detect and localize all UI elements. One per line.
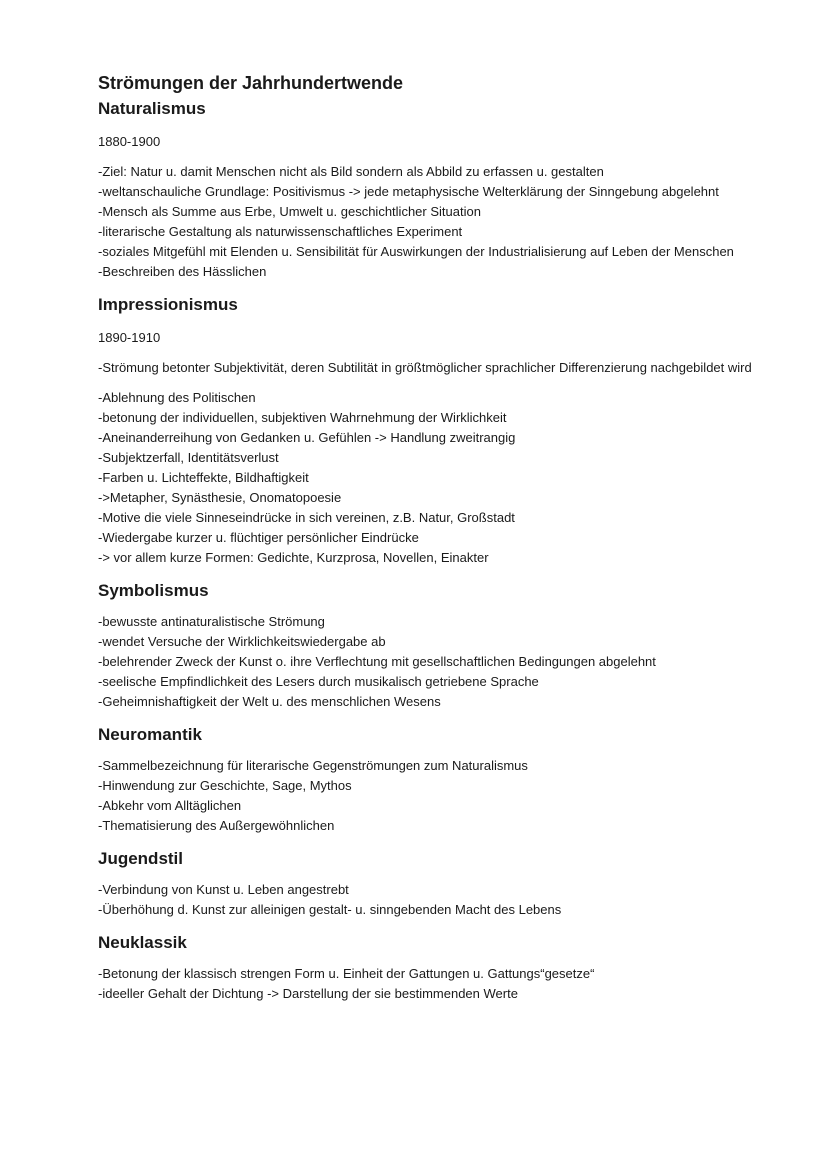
- list-item: -Wiedergabe kurzer u. flüchtiger persönlicher Eindrücke: [98, 530, 419, 545]
- section-naturalismus: [98, 98, 798, 282]
- section-lines: [98, 880, 798, 920]
- list-item: -seelische Empfindlichkeit des Lesers durch musikalisch getriebene Sprache: [98, 674, 539, 689]
- section-jugendstil: [98, 848, 798, 920]
- list-item: -Motive die viele Sinneseindrücke in sich vereinen, z.B. Natur, Großstadt: [98, 510, 515, 525]
- section-heading: Naturalismus: [98, 99, 206, 118]
- list-item: -wendet Versuche der Wirklichkeitswiedergabe ab: [98, 634, 386, 649]
- section-heading: Neuklassik: [98, 933, 187, 952]
- section-lines: [98, 388, 798, 568]
- list-item: -literarische Gestaltung als naturwissenschaftliches Experiment: [98, 224, 463, 239]
- list-item: -belehrender Zweck der Kunst o. ihre Verflechtung mit gesellschaftlichen Bedingungen abgelehnt: [98, 654, 656, 669]
- section-lines: [98, 162, 798, 282]
- list-item: -Thematisierung des Außergewöhnlichen: [98, 818, 335, 833]
- list-item: -Aneinanderreihung von Gedanken u. Gefühlen -> Handlung zweitrangig: [98, 430, 516, 445]
- list-item: -Hinwendung zur Geschichte, Sage, Mythos: [98, 778, 352, 793]
- list-item: -Ziel: Natur u. damit Menschen nicht als Bild sondern als Abbild zu erfassen u. gestalten: [98, 164, 604, 179]
- section-lines: [98, 612, 798, 712]
- list-item: -Sammelbezeichnung für literarische Gegenströmungen zum Naturalismus: [98, 758, 528, 773]
- section-date: 1890-1910: [98, 330, 161, 345]
- section-lines: [98, 964, 798, 1004]
- list-item: -Beschreiben des Hässlichen: [98, 264, 267, 279]
- list-item: -> vor allem kurze Formen: Gedichte, Kurzprosa, Novellen, Einakter: [98, 550, 489, 565]
- section-heading: Impressionismus: [98, 295, 238, 314]
- section-heading: Neuromantik: [98, 725, 202, 744]
- section-impressionismus: [98, 294, 798, 568]
- list-item: -Überhöhung d. Kunst zur alleinigen gestalt- u. sinngebenden Macht des Lebens: [98, 902, 562, 917]
- list-item: -Farben u. Lichteffekte, Bildhaftigkeit: [98, 470, 309, 485]
- list-item: -Verbindung von Kunst u. Leben angestrebt: [98, 882, 349, 897]
- list-item: -soziales Mitgefühl mit Elenden u. Sensibilität für Auswirkungen der Industrialisierung auf Leben der Menschen: [98, 244, 734, 259]
- list-item: -Geheimnishaftigkeit der Welt u. des menschlichen Wesens: [98, 694, 441, 709]
- section-intro: -Strömung betonter Subjektivität, deren Subtilität in größtmöglicher sprachlicher Differenzierung nachgebildet wird: [98, 360, 752, 375]
- section-heading: Symbolismus: [98, 581, 209, 600]
- list-item: -Ablehnung des Politischen: [98, 390, 256, 405]
- document-page: [98, 72, 798, 1004]
- section-date: 1880-1900: [98, 134, 161, 149]
- section-neuromantik: [98, 724, 798, 836]
- list-item: -Subjektzerfall, Identitätsverlust: [98, 450, 279, 465]
- list-item: -weltanschauliche Grundlage: Positivismus -> jede metaphysische Welterklärung der Sinngebung abgelehnt: [98, 184, 719, 199]
- document-title: Strömungen der Jahrhundertwende: [98, 73, 404, 93]
- list-item: -Betonung der klassisch strengen Form u. Einheit der Gattungen u. Gattungs“gesetze“: [98, 966, 595, 981]
- section-heading: Jugendstil: [98, 849, 184, 868]
- list-item: -betonung der individuellen, subjektiven Wahrnehmung der Wirklichkeit: [98, 410, 507, 425]
- section-symbolismus: [98, 580, 798, 712]
- list-item: -Mensch als Summe aus Erbe, Umwelt u. geschichtlicher Situation: [98, 204, 481, 219]
- section-neuklassik: [98, 932, 798, 1004]
- list-item: -bewusste antinaturalistische Strömung: [98, 614, 325, 629]
- list-item: -ideeller Gehalt der Dichtung -> Darstellung der sie bestimmenden Werte: [98, 986, 518, 1001]
- list-item: ->Metapher, Synästhesie, Onomatopoesie: [98, 490, 342, 505]
- list-item: -Abkehr vom Alltäglichen: [98, 798, 242, 813]
- section-lines: [98, 756, 798, 836]
